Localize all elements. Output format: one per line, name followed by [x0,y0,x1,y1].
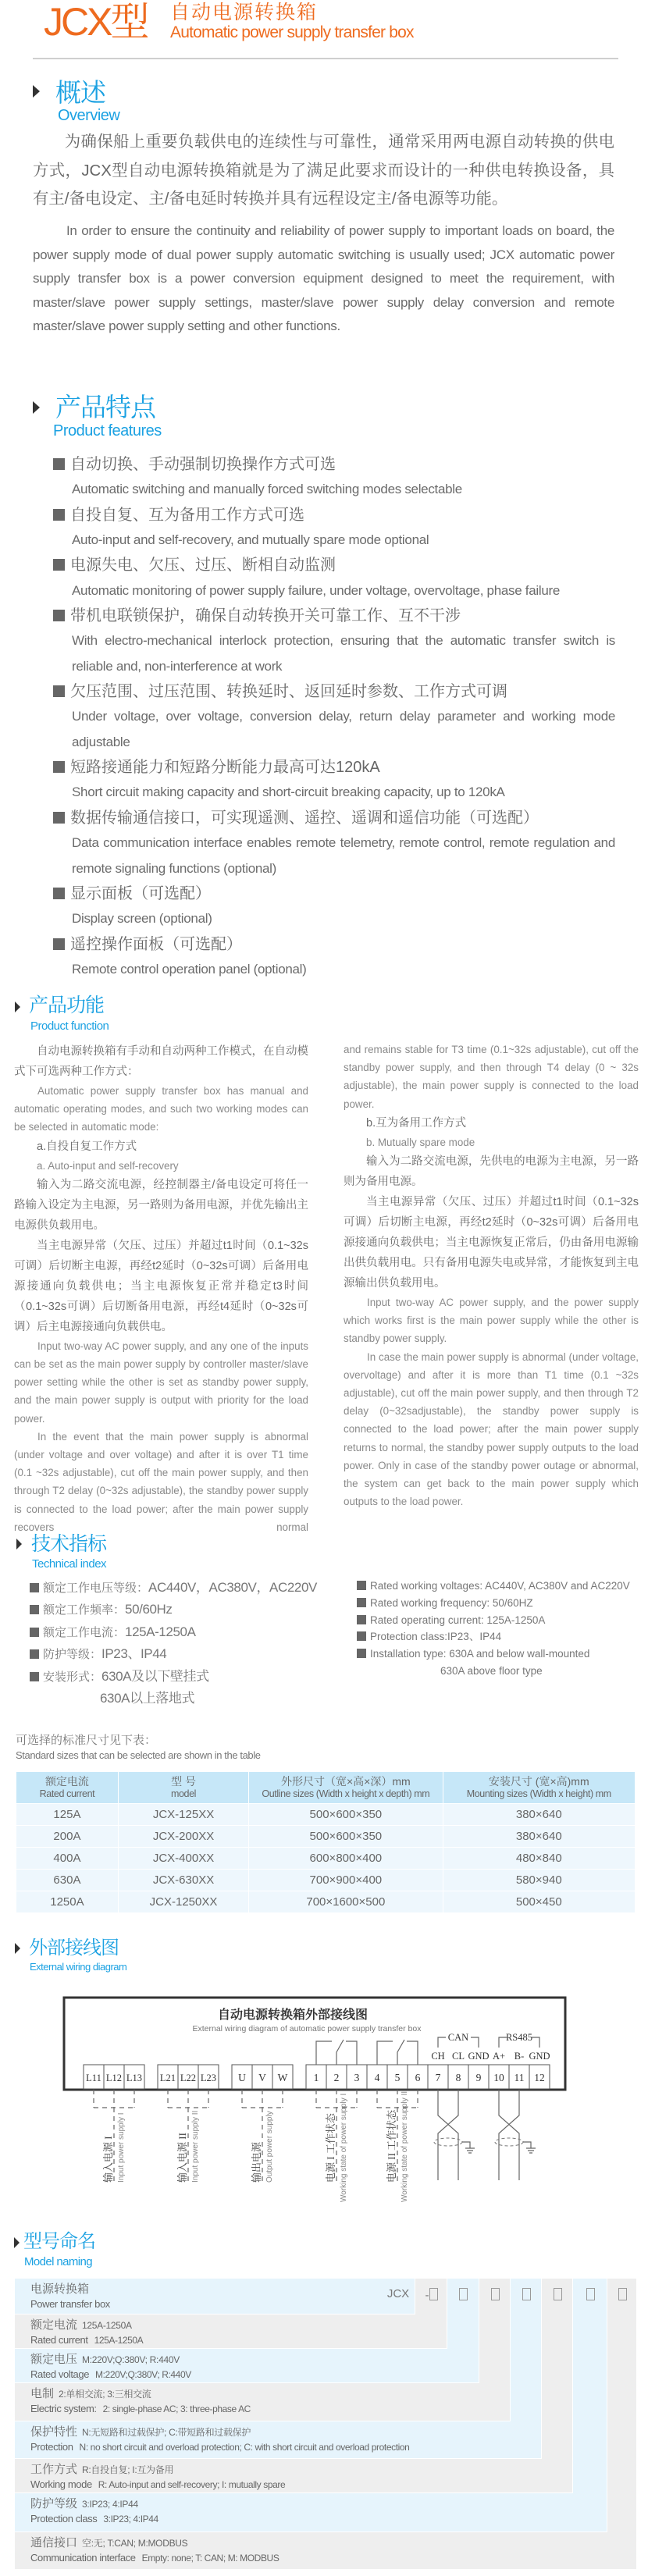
feature-item [53,806,615,881]
section-title-wiring-zh: 外部接线图 [29,1937,119,1959]
naming-options-en: N: no short circuit and overload protection; C: with short circuit and overload protection [79,2442,410,2453]
naming-row-text [30,2386,251,2416]
tech-spec-item [357,1612,630,1629]
section-title-overview-en: Overview [58,107,120,124]
naming-row-en [30,2551,279,2565]
table-row [16,1826,636,1848]
output-label-zh: 输入电源 II [176,2133,188,2183]
feature-text-en: Display screen (optional) [72,911,212,927]
section-arrow-icon [33,401,40,414]
output-label-en: Input power supply I [117,2112,126,2183]
tech-spec-item [30,1643,317,1665]
section-title-tech-en: Technical index [32,1557,107,1571]
feature-item [53,881,615,932]
table-column-header [16,1772,119,1804]
product-title-en: Automatic power supply transfer box [170,23,414,41]
terminal-label: 7 [435,2072,441,2083]
output-label-en: Output power supply [265,2111,274,2183]
output-label-zh: 电源 I 工作状态 [325,2113,336,2183]
terminal-label: 5 [394,2072,401,2083]
model-code-slot [479,2288,511,2303]
output-label-en: Working state of power supply I [340,2093,348,2202]
naming-options-en: Empty: none; T: CAN; M: MODBUS [141,2553,279,2564]
table-cell: JCX-400XX [118,1848,248,1870]
tech-spec-text: 630A above floor type [440,1664,543,1677]
feature-text-en: Automatic monitoring of power supply failure, under voltage, overvoltage, phase failure [72,582,560,598]
naming-field-en: Protection [30,2441,73,2453]
empty-box-icon [618,2288,627,2300]
feature-text-en: Short circuit making capacity and short-circuit breaking capacity, up to 120kA [72,785,505,800]
empty-box-icon [586,2288,595,2300]
section-title-wiring-en: External wiring diagram [30,1961,127,1973]
table-cell: 380×640 [443,1826,635,1848]
mode-b-desc-en: Input two-way AC power supply, and the power supply which works first is the main power supply while the other is standby power supply. [344,1297,639,1345]
tech-spec-item [30,1599,317,1621]
bullet-square-icon [30,1583,39,1592]
output-label-en: Working state of power supply II [401,2090,409,2202]
naming-field-zh: 工作方式 [30,2463,78,2476]
naming-row-text [30,2535,279,2565]
tech-spec-value: 50/60Hz [125,1602,173,1617]
tech-spec-item [30,1621,317,1643]
sizes-table [16,1771,636,1913]
tech-spec-text: Installation type: 630A and below wall-mounted [370,1648,590,1660]
bullet-square-icon [53,761,65,773]
section-title-overview-zh: 概述 [55,78,105,107]
rs485-pin-label: B- [514,2051,525,2062]
tech-spec-item [357,1646,630,1663]
feature-title-zh [53,755,615,780]
column-header-en: Mounting sizes (Width x height) mm [466,1788,611,1799]
feature-list [53,452,615,982]
terminal-label: L23 [200,2073,217,2083]
tech-spec-label: 额定工作频率： [43,1603,126,1617]
naming-row-zh [30,2535,279,2551]
tech-spec-value: 630A以上落地式 [100,1691,195,1706]
overview-text-zh: 为确保船上重要负载供电的连续性与可靠性，通常采用两电源自动转换的供电方式，JCX型自动电源转换箱就是为了满足此要求而设计的一种供电转换设备，具有主/备电设定、主/备电延时转换并具有远程设定主/备电源等功能。 [33,133,614,208]
product-model-title: JCX型 [44,0,148,44]
tech-spec-text: Rated working frequency: 50/60HZ [370,1596,533,1609]
twisted-pair-wire [499,2090,519,2180]
mode-b-title-zh: b.互为备用工作方式 [366,1116,467,1130]
naming-field-zh: 额定电压 [30,2353,78,2366]
naming-row-zh [30,2462,285,2478]
mode-a-desc-zh: 输入为二路交流电源，经控制器主/备电设定可将任一路输入设定为主电源，另一路则为备用电源，并优先输出主电源供负载用电。 [14,1178,308,1232]
can-bracket [471,2037,479,2048]
terminal-label: 8 [455,2072,461,2083]
model-dash: - [425,2289,429,2302]
naming-field-zh: 额定电流 [30,2318,78,2332]
tech-spec-text: Rated operating current: 125A-1250A [370,1614,546,1626]
table-cell: 125A [16,1804,119,1826]
feature-title-zh [53,603,615,628]
column-header-en: Outline sizes (Width x height x depth) mm [262,1788,430,1799]
tech-spec-value: 125A-1250A [125,1624,196,1639]
rs485-pin-label: A+ [492,2051,506,2062]
naming-field-en: Electric system: [30,2403,97,2414]
bullet-square-icon [53,559,65,571]
bullet-square-icon [357,1598,366,1607]
naming-options-zh: M:220V;Q:380V; R:440V [82,2354,180,2365]
table-cell: 700×1600×500 [249,1891,443,1913]
can-pin-label: CL [452,2051,465,2062]
section-title-naming-en: Model naming [24,2255,93,2268]
naming-options-zh: R:自投自复; I:互为备用 [82,2464,174,2475]
section-arrow-icon [15,1002,20,1012]
tech-spec-item [357,1595,630,1612]
feature-title-zh [53,553,615,578]
naming-options-zh: 2:单相交流; 3:三相交流 [59,2389,151,2400]
terminal-label: W [277,2072,288,2083]
ground-icon [523,2142,531,2148]
table-cell: 600×800×400 [249,1848,443,1870]
model-code-slot [573,2288,607,2303]
feature-item [53,932,615,983]
naming-row-en [30,2333,143,2347]
table-cell: 400A [16,1848,119,1870]
feature-text-zh: 短路接通能力和短路分断能力最高可达120kA [70,759,380,777]
naming-row-en [30,2478,285,2492]
tech-spec-item [30,1577,317,1599]
feature-title-zh [53,806,615,831]
feature-text-en: Under voltage, over voltage, conversion delay, return delay parameter and working mode adjustable [72,709,615,749]
feature-text-en: With electro-mechanical interlock protection, ensuring that the automatic transfer switch is reliable and, non-interference at work [72,633,615,674]
twisted-pair-wire [438,2090,458,2180]
output-label-zh: 输出电源 [251,2141,262,2183]
mode-a-timing-en-continued: and remains stable for T3 time (0.1~32s adjustable), cut off the standby power supply, and then through T4 delay (0 ~ 32s adjustable), the main power supply is connected to the load power. [344,1044,639,1110]
ground-icon [462,2142,470,2148]
naming-row-zh [30,2352,191,2368]
terminal-label: 6 [415,2072,421,2083]
naming-field-zh: 防护等级 [30,2497,78,2510]
can-bracket [438,2037,446,2048]
feature-text-zh: 遥控操作面板（可选配） [70,935,242,953]
empty-box-icon [554,2288,562,2300]
column-header-zh: 外形尺寸（宽×高×深）mm [281,1775,411,1788]
table-cell: 500×600×350 [249,1826,443,1848]
naming-row-zh [30,2425,409,2440]
function-intro-zh: 自动电源转换箱有手动和自动两种工作模式，在自动模式下可选两种工作方式： [14,1045,308,1078]
tech-spec-text: Protection class:IP23、IP44 [370,1631,502,1643]
naming-options-zh: 125A-1250A [82,2320,132,2331]
model-code-slot [447,2288,479,2303]
empty-box-icon [522,2288,531,2300]
naming-field-en: Rated current [30,2334,88,2346]
empty-box-icon [459,2288,468,2300]
naming-options-zh: N:无短路和过载保护; C:带短路和过载保护 [82,2427,251,2438]
bullet-square-icon [53,888,65,899]
feature-title-zh [53,881,615,906]
function-right-column [344,1041,639,1510]
relay-contact [316,2041,332,2065]
relay-switch [397,2040,404,2065]
model-code-slot [511,2288,542,2303]
tech-spec-value: IP23、IP44 [101,1646,167,1662]
section-title-naming-zh: 型号命名 [23,2231,95,2252]
column-header-zh: 安装尺寸 (宽×高)mm [488,1775,589,1788]
tech-spec-label: 额定工作电压等级： [43,1582,149,1595]
terminal-label: 10 [493,2072,504,2083]
table-cell: 380×640 [443,1804,635,1826]
mode-a-timing-en: In the event that the main power supply is abnormal (under voltage and over voltage) and after it is over T1 time (0.1 ~32s adjustable), cut off the main power supply, and then through T2 delay (0~32s adjustable), the standby power supply is connected to the load power; after the main power supply recovers normal [14,1430,308,1533]
bullet-square-icon [357,1649,366,1658]
bullet-square-icon [30,1605,39,1614]
header-divider [33,58,618,59]
tech-spec-text: Rated working voltages: AC440V, AC380V and AC220V [370,1580,630,1592]
feature-item [53,503,615,553]
feature-item [53,679,615,755]
feature-title-zh [53,679,615,704]
mode-a-title-en: a. Auto-input and self-recovery [37,1159,179,1172]
naming-row-en [30,2440,409,2454]
ground-icon [465,2148,475,2153]
table-header-row [16,1772,636,1804]
tech-spec-value: 630A及以下壁挂式 [101,1668,209,1684]
can-label: CAN [447,2032,469,2043]
relay-contact [407,2041,418,2065]
mode-b-timing-zh: 当主电源异常（欠压、过压）并超过t1时间（0.1~32s可调）后切断主电源，再经t2延时（0~32s可调）后备用电源接通向负载供电；当主电源恢复正常后，仍由备用电源输出供负载用电。只有备用电源失电或异常，才能恢复到主电源输出供负载用电。 [344,1196,639,1290]
terminal-label: 9 [475,2072,482,2083]
naming-field-en: Power transfer box [30,2298,110,2310]
product-title-zh: 自动电源转换箱 [170,2,319,23]
table-cell: 1250A [16,1891,119,1913]
feature-title-zh [53,503,615,528]
tech-spec-item [30,1666,317,1688]
table-cell: JCX-125XX [118,1804,248,1826]
feature-text-zh: 自投自复、互为备用工作方式可选 [70,506,304,524]
diagram-title-en: External wiring diagram of automatic power supply transfer box [192,2024,422,2033]
bullet-square-icon [357,1631,366,1641]
naming-row-text [30,2425,409,2454]
bullet-square-icon [30,1628,39,1637]
naming-row-zh [30,2282,110,2297]
naming-field-en: Working mode [30,2478,92,2490]
terminal-label: 12 [534,2072,545,2083]
bullet-square-icon [357,1581,366,1590]
terminal-label: L12 [105,2073,123,2083]
table-row [16,1848,636,1870]
section-title-features-en: Product features [53,422,162,439]
mode-a-timing-zh: 当主电源异常（欠压、过压）并超过t1时间（0.1~32s可调）后切断主电源，再经t2延时（0~32s可调）后备用电源接通向负载供电；当主电源恢复正常并稳定t3时间（0.1~32s可调）后切断备用电源，再经t4延时（0~32s可调）后主电源接通向负载供电。 [14,1239,308,1333]
can-pin-label: GND [468,2051,490,2062]
section-arrow-icon [15,1943,20,1954]
column-header-zh: 额定电流 [45,1775,89,1788]
bullet-square-icon [357,1615,366,1624]
section-arrow-icon [14,2237,20,2248]
tech-spec-item [357,1578,630,1595]
rs485-label: RS485 [505,2032,533,2043]
naming-row-zh [30,2496,158,2512]
naming-field-zh: 保护特性 [30,2425,78,2439]
naming-options-en: R: Auto-input and self-recovery; I: mutually spare [98,2479,286,2490]
naming-field-zh: 电源转换箱 [30,2282,90,2296]
naming-row-text [30,2282,110,2311]
column-header-zh: 型 号 [171,1775,196,1788]
table-row [16,1891,636,1913]
naming-row-text [30,2496,158,2526]
sizes-note-en: Standard sizes that can be selected are shown in the table [16,1749,261,1761]
naming-field-zh: 电制 [30,2387,55,2400]
feature-title-zh [53,932,615,957]
tech-spec-label: 额定工作电流： [43,1625,126,1639]
table-row [16,1870,636,1891]
terminal-label: L13 [126,2073,143,2083]
table-column-header [443,1772,635,1804]
terminal-label: V [258,2072,266,2083]
section-title-function-en: Product function [30,1019,109,1033]
naming-row-en [30,2368,191,2382]
naming-options-zh: 空:无; T:CAN; M:MODBUS [82,2538,188,2549]
naming-row-en [30,2512,158,2526]
relay-contact [346,2041,357,2065]
naming-row-text [30,2352,191,2382]
naming-options-en: M:220V;Q:380V; R:440V [95,2369,191,2380]
feature-text-en: Data communication interface enables remote telemetry, remote control, remote regulation and remote signaling functions (optional) [72,835,615,876]
function-intro-en: Automatic power supply transfer box has manual and automatic operating modes, and such two working modes can be selected in automatic mode: [14,1085,308,1133]
table-cell: 630A [16,1870,119,1891]
twisted-pair-wire [499,2090,519,2180]
bullet-square-icon [53,458,65,470]
naming-options-en: 125A-1250A [94,2335,144,2346]
column-header-en: Rated current [39,1788,95,1799]
table-cell: JCX-200XX [118,1826,248,1848]
feature-text-zh: 电源失电、欠压、过压、断相自动监测 [70,557,336,575]
terminal-label: U [238,2072,246,2083]
output-label-en: Input power supply II [191,2110,200,2183]
terminal-label: 11 [514,2072,525,2083]
table-cell: JCX-630XX [118,1870,248,1891]
section-title-features-zh: 产品特点 [55,393,155,422]
feature-text-en: Automatic switching and manually forced switching modes selectable [72,482,462,497]
model-code-slot [607,2288,637,2303]
terminal-label: L11 [86,2073,101,2083]
mode-a-title-zh: a.自投自复工作方式 [37,1140,137,1153]
table-cell: 580×940 [443,1870,635,1891]
tech-spec-value: AC440V，AC380V，AC220V [148,1580,317,1595]
table-cell: 500×450 [443,1891,635,1913]
section-arrow-icon [33,85,40,98]
table-column-header [249,1772,443,1804]
tech-spec-list-zh [30,1577,317,1709]
feature-text-en: Auto-input and self-recovery, and mutually spare mode optional [72,532,429,548]
overview-text-en: In order to ensure the continuity and reliability of power supply to important loads on board, the power supply mode of dual power supply automatic switching is usually used; JCX automatic power supply transfer box is a power conversion equipment designed to meet the requirement, with master/slave power supply settings, master/slave power supply delay conversion and remote master/slave power supply setting and other functions. [33,223,614,333]
bullet-square-icon [53,509,65,521]
naming-field-en: Communication interface [30,2552,136,2564]
section-arrow-icon [16,1539,22,1550]
tech-spec-label: 防护等级： [43,1648,102,1662]
bullet-square-icon [53,685,65,697]
table-cell: 480×840 [443,1848,635,1870]
mode-b-timing-en: In case the main power supply is abnormal (under voltage, overvoltage) and after it is more than T1 time (0.1 ~32s adjustable), cut off the main power supply, and then through T2 delay (0~32sadjustable), the standby power supply is connected to the load power; after the main power supply returns to normal, the standby power supply outputs to the load power. Only in case of the standby power outage or abnormal, the system can get back to the main power supply which outputs to the load power. [344,1350,639,1508]
output-label-zh: 输入电源 I [102,2136,114,2183]
external-wiring-diagram [0,1983,648,2217]
section-title-function-zh: 产品功能 [29,994,105,1016]
naming-options-zh: 3:IP23; 4:IP44 [82,2499,138,2510]
model-code-slot [542,2288,573,2303]
table-cell: 200A [16,1826,119,1848]
feature-text-en: Remote control operation panel (optional) [72,961,307,977]
function-left-column [14,1041,308,1536]
table-column-header [118,1772,248,1804]
naming-options-en: 3:IP23; 4:IP44 [103,2514,158,2524]
naming-row-zh [30,2318,143,2333]
naming-row-en [30,2402,251,2416]
bullet-square-icon [53,610,65,621]
tech-spec-list-en [357,1578,630,1680]
rs485-bracket [532,2037,539,2048]
bullet-square-icon [30,1672,39,1681]
diagram-title-zh: 自动电源转换箱外部接线图 [217,2008,369,2022]
feature-text-zh: 带机电联锁保护，确保自动转换开关可靠工作、互不干涉 [70,607,461,625]
table-cell: JCX-1250XX [118,1891,248,1913]
naming-field-en: Protection class [30,2513,98,2524]
feature-item [53,452,615,503]
naming-field-zh: 通信接口 [30,2536,78,2549]
feature-text-zh: 自动切换、手动强制切换操作方式可选 [70,456,336,473]
output-label-zh: 电源 II 工作状态 [386,2109,397,2183]
bullet-square-icon [53,938,65,950]
bullet-square-icon [30,1649,39,1659]
relay-contact [377,2041,393,2065]
table-cell: 700×900×400 [249,1870,443,1891]
mode-b-desc-zh: 输入为二路交流电源，先供电的电源为主电源，另一路则为备用电源。 [344,1155,639,1189]
feature-text-zh: 显示面板（可选配） [70,884,211,902]
tech-spec-item [357,1628,630,1646]
model-code-slot [415,2288,447,2303]
terminal-label: 2 [333,2072,340,2083]
table-cell: 500×600×350 [249,1804,443,1826]
naming-options-en: 2: single-phase AC; 3: three-phase AC [102,2403,251,2414]
mode-a-desc-en: Input two-way AC power supply, and any one of the inputs can be set as the main power supply by controller master/slave power setting while the other is set as standby power supply, and the main power supply is output with priority for the load power. [14,1340,308,1425]
section-title-tech-zh: 技术指标 [31,1533,107,1555]
feature-title-zh [53,452,615,477]
naming-row-zh [30,2386,251,2402]
model-prefix: JCX [386,2287,410,2300]
terminal-label: 1 [313,2072,319,2083]
terminal-label: 3 [354,2072,360,2083]
naming-row-text [30,2318,143,2347]
bullet-square-icon [53,812,65,824]
feature-item [53,603,615,679]
feature-item [53,553,615,603]
tech-spec-label: 安装形式： [43,1670,102,1684]
mode-b-title-en: b. Mutually spare mode [366,1136,475,1148]
empty-box-icon [429,2288,438,2300]
sizes-note-zh: 可选择的标准尺寸见下表： [16,1734,157,1747]
feature-text-zh: 数据传输通信接口，可实现遥测、遥控、遥调和遥信功能（可选配） [70,809,539,827]
terminal-label: L22 [180,2073,197,2083]
rs485-pin-label: GND [529,2051,550,2062]
ground-icon [526,2148,536,2153]
naming-field-en: Rated voltage [30,2368,90,2380]
can-pin-label: CH [431,2051,445,2062]
naming-row-en [30,2297,110,2311]
terminal-label: 4 [374,2072,380,2083]
naming-row-text [30,2462,285,2492]
feature-text-zh: 欠压范围、过压范围、转换延时、返回延时参数、工作方式可调 [70,683,507,701]
terminal-label: L21 [159,2073,176,2083]
column-header-en: model [170,1788,197,1799]
empty-box-icon [491,2288,500,2300]
twisted-pair-wire [438,2090,458,2180]
table-row [16,1804,636,1826]
feature-item [53,755,615,806]
relay-switch [336,2040,344,2065]
